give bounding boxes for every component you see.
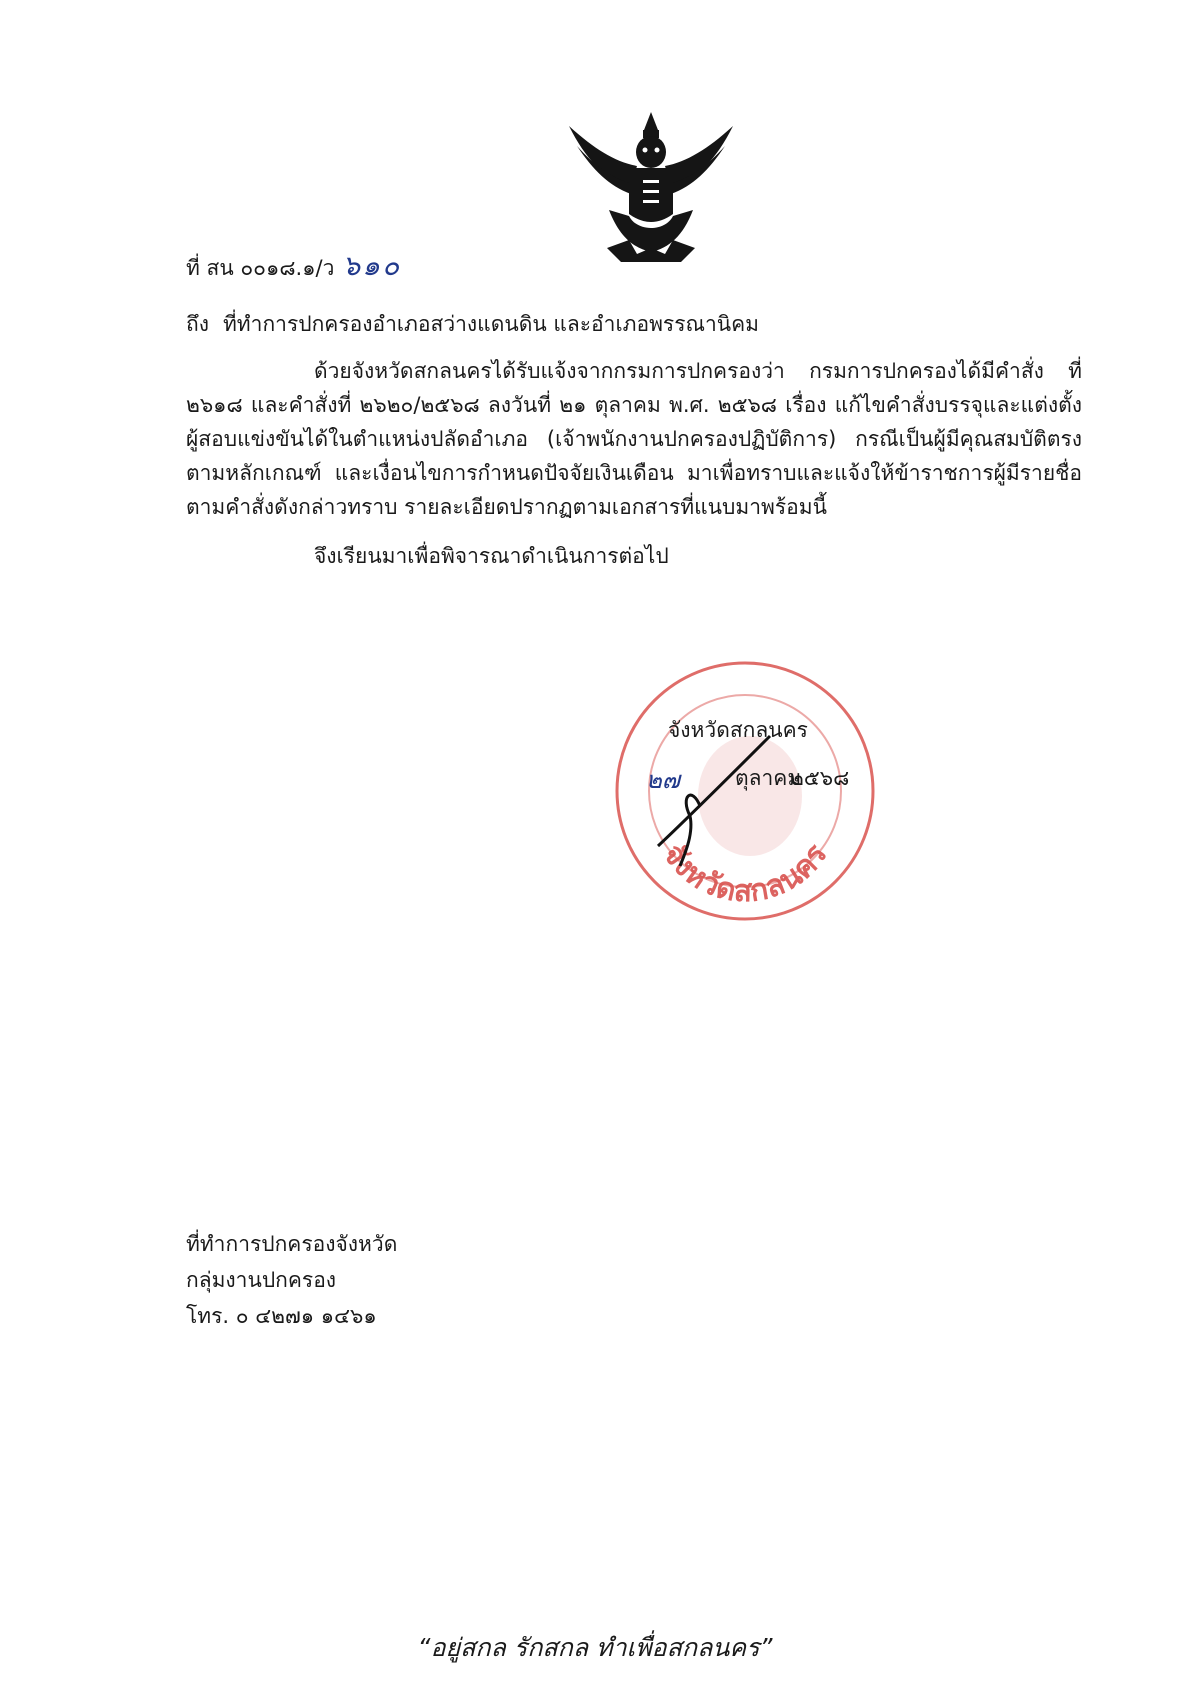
recipient-label: ถึง <box>186 312 209 336</box>
sign-day-handwritten: ๒๗ <box>646 766 680 794</box>
body-text: ด้วยจังหวัดสกลนครได้รับแจ้งจากกรมการปกครองว่า กรมการปกครองได้มีคำสั่ง ที่ ๒๖๑๘ และคำสั่งที่ ๒๖๒๐/๒๕๖๘ ลงวันที่ ๒๑ ตุลาคม พ.ศ. ๒๕๖๘ เรื่อง แก้ไขคำสั่งบรรจุและแต่งตั้ง ผู้สอบแข่งขันได้ในตำแหน่งปลัดอำเภอ (เจ้าพนักงานปกครองปฏิบัติการ) กรณีเป็นผู้มีคุณสมบัติตรงตามหลักเกณฑ์ และเงื่อนไขการกำหนดปัจจัยเงินเดือน มาเพื่อทราบและแจ้งให้ข้าราชการผู้มีรายชื่อตามคำสั่งดังกล่าวทราบ รายละเอียดปรากฏตามเอกสารที่แนบมาพร้อมนี้ <box>186 359 1082 519</box>
slogan: “อยู่สกล รักสกล ทำเพื่อสกลนคร” <box>417 1633 773 1662</box>
garuda-emblem-icon <box>563 98 739 274</box>
reference-number-handwritten: ๖๑๐ <box>342 249 402 282</box>
seal-text: จังหวัดสกลนคร <box>655 837 835 910</box>
body-paragraph <box>186 354 1082 524</box>
closing-line: จึงเรียนมาเพื่อพิจารณาดำเนินการต่อไป <box>314 544 669 568</box>
sign-month: ตุลาคม <box>735 766 802 790</box>
document-reference <box>186 244 401 288</box>
sign-year: ๒๕๖๘ <box>790 766 850 790</box>
office-name: ที่ทำการปกครองจังหวัด <box>186 1232 398 1256</box>
signer-province: จังหวัดสกลนคร <box>668 718 808 742</box>
office-group: กลุ่มงานปกครอง <box>186 1268 337 1292</box>
recipient-line <box>186 308 759 341</box>
reference-label: ที่ สน ๐๐๑๘.๑/ว <box>186 256 335 280</box>
office-phone: โทร. ๐ ๔๒๗๑ ๑๔๖๑ <box>186 1304 377 1328</box>
recipient-name: ที่ทำการปกครองอำเภอสว่างแดนดิน และอำเภอพรรณานิคม <box>222 312 760 336</box>
office-info <box>186 1226 397 1334</box>
